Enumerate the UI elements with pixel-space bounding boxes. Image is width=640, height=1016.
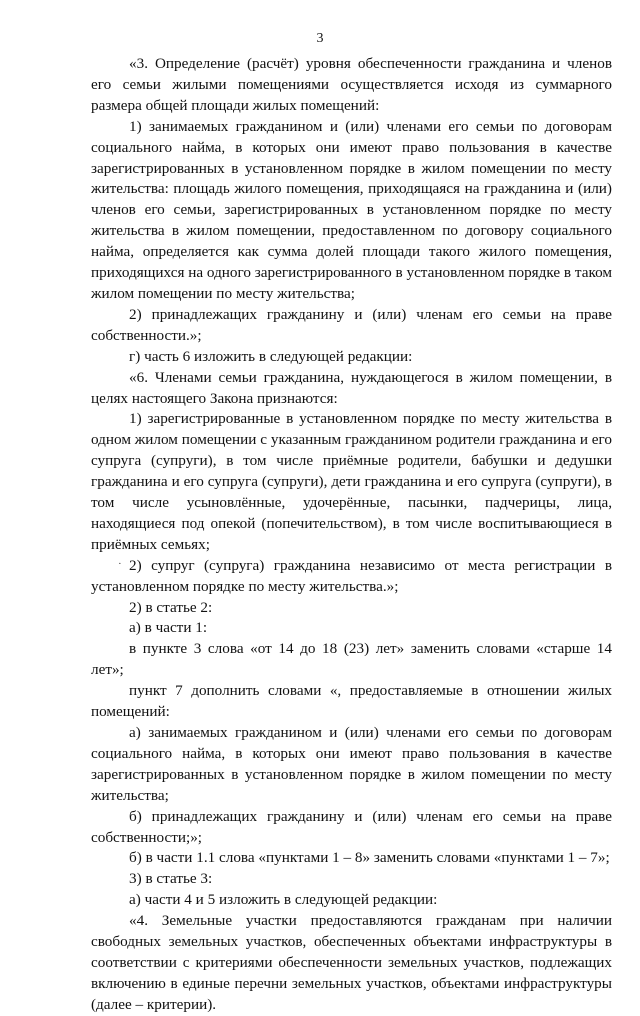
page-number: 3 bbox=[316, 31, 324, 46]
paragraph-11: пункт 7 дополнить словами «, предоставляемые в отношении жилых помещений: bbox=[91, 682, 612, 721]
paragraph-5: «6. Членами семьи гражданина, нуждающегося в жилом помещении, в целях настоящего Закона признаются: bbox=[91, 368, 612, 407]
paragraph-9: а) в части 1: bbox=[129, 619, 208, 637]
paragraph-12: а) занимаемых гражданином и (или) членами его семьи по договорам социального найма, в которых они имеют право пользования в качестве зарегистрированных в установленном порядке в жилом помещении по месту жительства; bbox=[91, 724, 612, 804]
document-body bbox=[91, 54, 612, 1016]
paragraph-2: 1) занимаемых гражданином и (или) членами его семьи по договорам социального найма, в которых они имеют право пользования в качестве зарегистрированных в установленном порядке в жилом помещении по месту жительства: площадь жилого помещения, приходящаяся на гражданина и (или) членов его семьи, зарегистрированных в установленном порядке по месту жительства в жилом помещении, предоставленном по договору социального найма, определяется как сумма долей площади такого жилого помещения, приходящихся на одного зарегистрированного в установленном порядке в таком жилом помещении по месту жительства; bbox=[91, 117, 612, 302]
paragraph-8: 2) в статье 2: bbox=[129, 598, 213, 616]
paragraph-10: в пункте 3 слова «от 14 до 18 (23) лет» заменить словами «старше 14 лет»; bbox=[91, 640, 612, 679]
paragraph-4: г) часть 6 изложить в следующей редакции: bbox=[129, 347, 413, 365]
stray-mark: · bbox=[118, 558, 122, 570]
paragraph-17: «4. Земельные участки предоставляются гражданам при наличии свободных земельных участков, обеспеченных объектами инфраструктуры в соответствии с критериями обеспеченности земельных участков, подлежащих включению в единые перечни земельных участков, объектами инфраструктуры (далее – критерии). bbox=[91, 912, 612, 1013]
paragraph-3: 2) принадлежащих гражданину и (или) членам его семьи на праве собственности.»; bbox=[91, 305, 612, 344]
paragraph-14: б) в части 1.1 слова «пунктами 1 – 8» заменить словами «пунктами 1 – 7»; bbox=[129, 849, 610, 867]
paragraph-16: а) части 4 и 5 изложить в следующей редакции: bbox=[129, 891, 438, 909]
paragraph-7: 2) супруг (супруга) гражданина независимо от места регистрации в установленном порядке по месту жительства.»; bbox=[91, 556, 612, 595]
paragraph-15: 3) в статье 3: bbox=[129, 870, 213, 888]
paragraph-13: б) принадлежащих гражданину и (или) членам его семьи на праве собственности;»; bbox=[91, 807, 612, 846]
paragraph-6: 1) зарегистрированные в установленном порядке по месту жительства в одном жилом помещении с указанным гражданином родители гражданина и его супруга (супруги), в том числе приёмные родители, бабушки и дедушки гражданина и его супруга (супруги), дети гражданина и его супруга (супруги), в том числе усыновлённые, удочерённые, пасынки, падчерицы, лица, находящиеся под опекой (попечительством), в том числе воспитывающиеся в приёмных семьях; bbox=[91, 410, 612, 553]
paragraph-1: «3. Определение (расчёт) уровня обеспеченности гражданина и членов его семьи жилыми помещениями осуществляется исходя из суммарного размера общей площади жилых помещений: bbox=[91, 55, 612, 114]
